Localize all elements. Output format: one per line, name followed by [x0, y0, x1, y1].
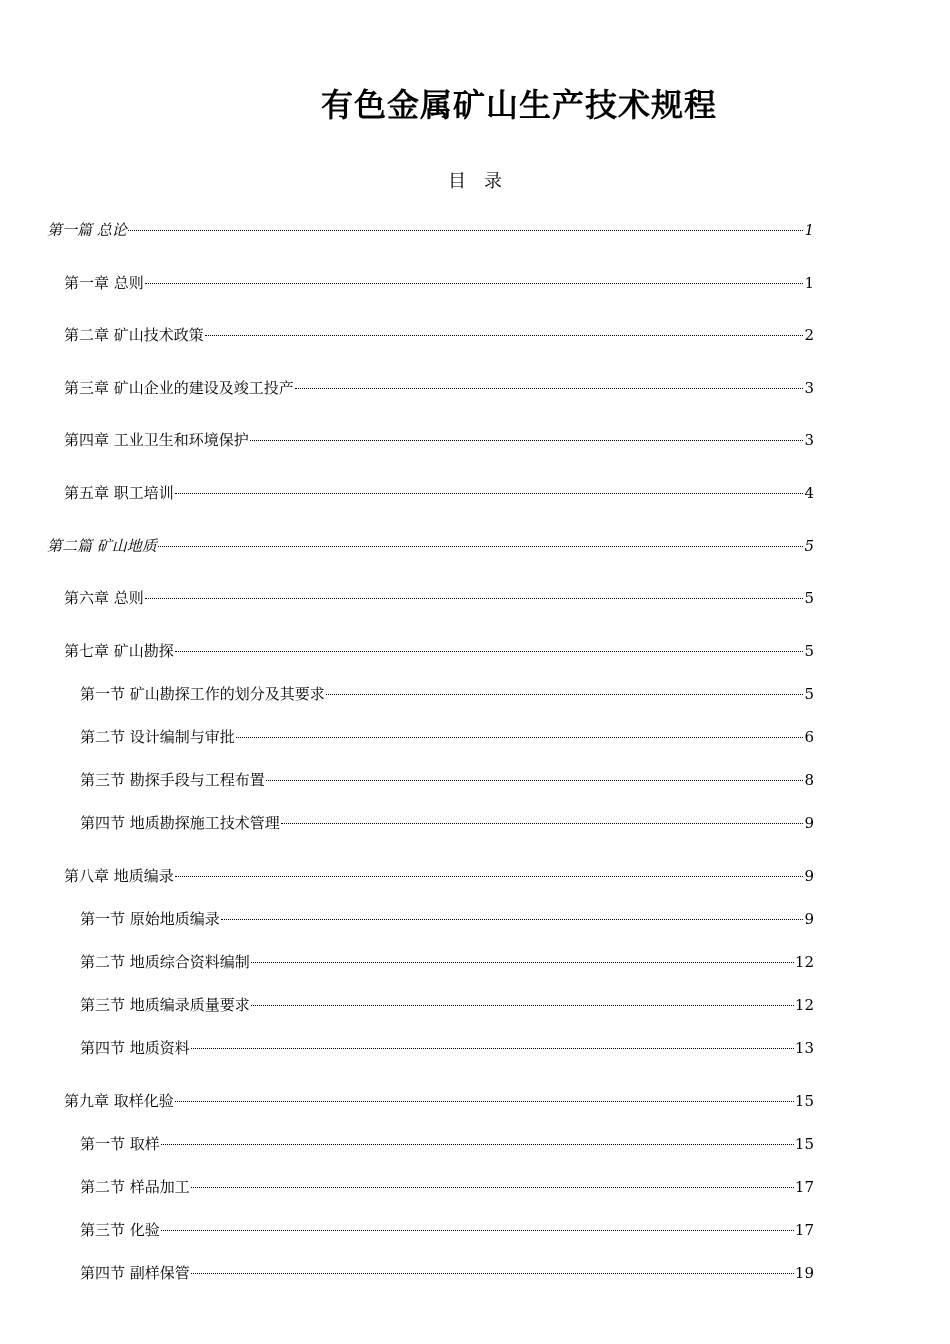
toc-entry-part[interactable]	[47, 536, 814, 556]
dot-leader	[175, 1101, 794, 1102]
toc-entry-chapter[interactable]	[64, 430, 814, 450]
document-title: 有色金属矿山生产技术规程	[320, 86, 717, 124]
toc-entry-label: 第一篇 总论	[47, 221, 127, 239]
dot-leader	[266, 780, 804, 781]
toc-entry-label: 第一章 总则	[64, 274, 144, 292]
toc-entry-page: 6	[804, 728, 814, 746]
toc-entry-chapter[interactable]	[64, 483, 814, 503]
toc-entry-section[interactable]	[80, 1038, 814, 1058]
dot-leader	[191, 1273, 794, 1274]
toc-entry-label: 第六章 总则	[64, 589, 144, 607]
toc-entry-label: 第三节 勘探手段与工程布置	[80, 771, 265, 789]
toc-entry-page: 3	[804, 431, 814, 449]
toc-entry-label: 第四章 工业卫生和环境保护	[64, 431, 249, 449]
toc-entry-label: 第二篇 矿山地质	[47, 537, 157, 555]
dot-leader	[205, 335, 804, 336]
dot-leader	[251, 1005, 794, 1006]
dot-leader	[175, 876, 804, 877]
toc-entry-section[interactable]	[80, 727, 814, 747]
toc-entry-page: 1	[804, 221, 814, 239]
dot-leader	[161, 1144, 794, 1145]
dot-leader	[251, 962, 794, 963]
toc-entry-label: 第四节 副样保管	[80, 1264, 190, 1282]
dot-leader	[295, 388, 804, 389]
toc-entry-label: 第一节 原始地质编录	[80, 910, 220, 928]
toc-entry-chapter[interactable]	[64, 378, 814, 398]
toc-entry-label: 第二节 样品加工	[80, 1178, 190, 1196]
dot-leader	[191, 1187, 794, 1188]
dot-leader	[158, 546, 804, 547]
toc-entry-label: 第一节 矿山勘探工作的划分及其要求	[80, 685, 325, 703]
toc-entry-page: 3	[804, 379, 814, 397]
toc-entry-page: 9	[804, 910, 814, 928]
toc-entry-label: 第九章 取样化验	[64, 1092, 174, 1110]
toc-entry-section[interactable]	[80, 1220, 814, 1240]
toc-entry-page: 15	[794, 1135, 814, 1153]
toc-entry-page: 17	[794, 1221, 814, 1239]
toc-entry-page: 17	[794, 1178, 814, 1196]
toc-entry-page: 5	[804, 685, 814, 703]
toc-entry-page: 5	[804, 537, 814, 555]
toc-entry-section[interactable]	[80, 770, 814, 790]
dot-leader	[145, 598, 804, 599]
toc-entry-part[interactable]	[47, 220, 814, 240]
dot-leader	[175, 493, 804, 494]
toc-entry-label: 第二章 矿山技术政策	[64, 326, 204, 344]
toc-entry-label: 第七章 矿山勘探	[64, 642, 174, 660]
dot-leader	[326, 694, 804, 695]
dot-leader	[236, 737, 804, 738]
toc-entry-label: 第二节 地质综合资料编制	[80, 953, 250, 971]
toc-entry-page: 1	[804, 274, 814, 292]
dot-leader	[145, 283, 804, 284]
toc-entry-section[interactable]	[80, 1177, 814, 1197]
toc-entry-section[interactable]	[80, 813, 814, 833]
toc-entry-chapter[interactable]	[64, 641, 814, 661]
toc-entry-section[interactable]	[80, 995, 814, 1015]
toc-entry-section[interactable]	[80, 684, 814, 704]
toc-entry-page: 4	[804, 484, 814, 502]
dot-leader	[281, 823, 804, 824]
toc-entry-page: 15	[794, 1092, 814, 1110]
toc-entry-page: 2	[804, 326, 814, 344]
toc-entry-page: 12	[794, 953, 814, 971]
toc-heading: 目 录	[448, 171, 502, 192]
toc-entry-label: 第五章 职工培训	[64, 484, 174, 502]
dot-leader	[250, 440, 804, 441]
toc-entry-label: 第二节 设计编制与审批	[80, 728, 235, 746]
toc-entry-page: 5	[804, 589, 814, 607]
dot-leader	[161, 1230, 794, 1231]
toc-entry-chapter[interactable]	[64, 1091, 814, 1111]
toc-entry-label: 第一节 取样	[80, 1135, 160, 1153]
dot-leader	[191, 1048, 794, 1049]
toc-entry-chapter[interactable]	[64, 588, 814, 608]
toc-entry-page: 9	[804, 867, 814, 885]
toc-entry-section[interactable]	[80, 909, 814, 929]
toc-entry-page: 5	[804, 642, 814, 660]
toc-entry-section[interactable]	[80, 952, 814, 972]
toc-entry-page: 8	[804, 771, 814, 789]
toc-entry-chapter[interactable]	[64, 273, 814, 293]
toc-entry-label: 第三章 矿山企业的建设及竣工投产	[64, 379, 294, 397]
toc-entry-label: 第三节 地质编录质量要求	[80, 996, 250, 1014]
toc-entry-label: 第四节 地质资料	[80, 1039, 190, 1057]
dot-leader	[175, 651, 804, 652]
toc-entry-page: 12	[794, 996, 814, 1014]
toc-entry-label: 第八章 地质编录	[64, 867, 174, 885]
toc-entry-page: 13	[794, 1039, 814, 1057]
toc-entry-section[interactable]	[80, 1134, 814, 1154]
toc-entry-page: 9	[804, 814, 814, 832]
toc-entry-chapter[interactable]	[64, 866, 814, 886]
toc-entry-label: 第三节 化验	[80, 1221, 160, 1239]
dot-leader	[128, 230, 804, 231]
toc-entry-section[interactable]	[80, 1263, 814, 1283]
toc-entry-page: 19	[794, 1264, 814, 1282]
dot-leader	[221, 919, 804, 920]
toc-entry-label: 第四节 地质勘探施工技术管理	[80, 814, 280, 832]
toc-entry-chapter[interactable]	[64, 325, 814, 345]
